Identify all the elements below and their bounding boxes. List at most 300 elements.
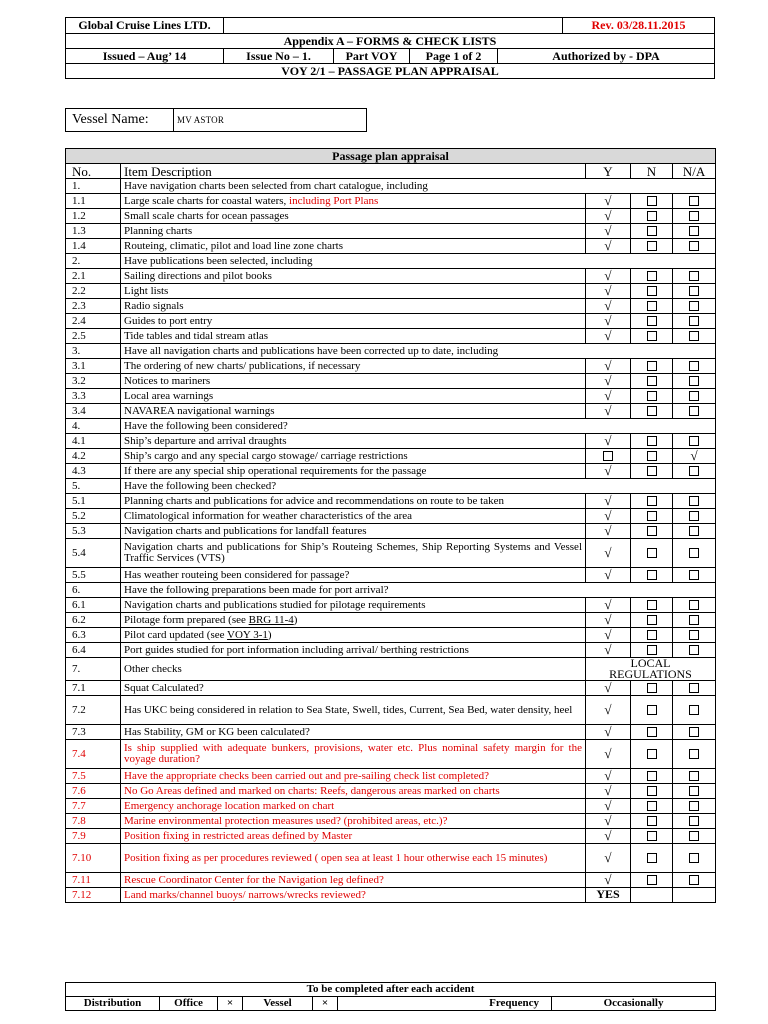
checkbox-empty[interactable] xyxy=(647,376,657,386)
checkbox-empty[interactable] xyxy=(647,331,657,341)
item-description xyxy=(121,299,586,314)
checkbox-empty[interactable] xyxy=(647,548,657,558)
checkmark-icon: √ xyxy=(604,402,612,418)
answer-yes-cell[interactable] xyxy=(586,509,631,524)
answer-no-cell[interactable] xyxy=(631,598,673,613)
checkbox-empty[interactable] xyxy=(689,466,699,476)
item-description-text: Radio signals xyxy=(124,299,184,312)
answer-no-cell[interactable] xyxy=(631,434,673,449)
checkbox-empty[interactable] xyxy=(647,391,657,401)
checkmark-icon: √ xyxy=(690,447,698,463)
answer-yes-cell[interactable] xyxy=(586,494,631,509)
checklist-row xyxy=(66,389,716,404)
answer-na-cell[interactable] xyxy=(673,725,716,740)
answer-no-cell[interactable] xyxy=(631,568,673,583)
answer-no-cell[interactable] xyxy=(631,829,673,844)
answer-na-cell[interactable] xyxy=(673,284,716,299)
answer-na-cell[interactable] xyxy=(673,374,716,389)
checkmark-icon: √ xyxy=(604,544,612,560)
item-description xyxy=(121,209,586,224)
checkbox-empty[interactable] xyxy=(647,645,657,655)
answer-no-cell[interactable] xyxy=(631,725,673,740)
item-number: 1.4 xyxy=(66,239,121,254)
item-description-text: Have publications been selected, including xyxy=(124,254,313,267)
col-header-description: Item Description xyxy=(121,164,586,179)
answer-no-cell[interactable] xyxy=(631,359,673,374)
issued-date: Issued – Aug’ 14 xyxy=(66,49,224,64)
checkbox-empty[interactable] xyxy=(689,705,699,715)
answer-na-cell[interactable] xyxy=(673,494,716,509)
item-number: 7.8 xyxy=(66,814,121,829)
answer-no-cell[interactable] xyxy=(631,524,673,539)
answer-na-cell[interactable] xyxy=(673,404,716,419)
col-header-no: No. xyxy=(66,164,121,179)
answer-no-cell[interactable] xyxy=(631,284,673,299)
answer-yes-cell[interactable] xyxy=(586,269,631,284)
answer-na-cell[interactable] xyxy=(673,613,716,628)
item-description xyxy=(121,284,586,299)
answer-yes-cell[interactable] xyxy=(586,464,631,479)
answer-no-cell[interactable] xyxy=(631,209,673,224)
checkmark-icon: √ xyxy=(604,745,612,761)
checkmark-icon: √ xyxy=(604,701,612,717)
checklist-row xyxy=(66,784,716,799)
checkmark-icon: √ xyxy=(604,312,612,328)
item-description xyxy=(121,740,586,769)
checklist-row xyxy=(66,888,716,903)
answer-na-cell[interactable] xyxy=(673,784,716,799)
checkbox-empty[interactable] xyxy=(647,727,657,737)
checkbox-empty[interactable] xyxy=(647,875,657,885)
answer-na-cell[interactable] xyxy=(673,269,716,284)
frequency-label: Frequency xyxy=(338,997,552,1011)
checkmark-icon: √ xyxy=(604,849,612,865)
answer-na-cell[interactable] xyxy=(673,464,716,479)
answer-yes-cell[interactable] xyxy=(586,844,631,873)
checkbox-empty[interactable] xyxy=(647,801,657,811)
answer-yes-cell[interactable] xyxy=(586,539,631,568)
answer-na-cell[interactable] xyxy=(673,888,716,903)
vessel-name-field[interactable]: MV ASTOR xyxy=(174,109,367,132)
checkbox-empty[interactable] xyxy=(647,361,657,371)
item-description-text: Other checks xyxy=(124,662,182,675)
item-description-text: Navigation charts and publications studied for pilotage requirements xyxy=(124,598,426,611)
checkbox-empty[interactable] xyxy=(689,600,699,610)
checkbox-empty[interactable] xyxy=(647,705,657,715)
answer-no-cell[interactable] xyxy=(631,873,673,888)
form-reference-link[interactable]: VOY 3-1 xyxy=(227,628,268,641)
answer-yes-cell[interactable] xyxy=(586,598,631,613)
item-number: 2.4 xyxy=(66,314,121,329)
checklist-row xyxy=(66,539,716,568)
answer-na-cell[interactable] xyxy=(673,769,716,784)
item-description-text: Routeing, climatic, pilot and load line zone charts xyxy=(124,239,344,252)
answer-no-cell[interactable] xyxy=(631,740,673,769)
checklist-row xyxy=(66,681,716,696)
form-title: VOY 2/1 – PASSAGE PLAN APPRAISAL xyxy=(66,64,715,79)
checkbox-empty[interactable] xyxy=(689,196,699,206)
checkbox-empty[interactable] xyxy=(689,391,699,401)
answer-yes-cell[interactable] xyxy=(586,829,631,844)
item-description-text: Light lists xyxy=(124,284,169,297)
item-number: 1.1 xyxy=(66,194,121,209)
checkbox-empty[interactable] xyxy=(689,286,699,296)
document-header xyxy=(65,17,715,79)
answer-yes-cell[interactable] xyxy=(586,799,631,814)
checkmark-icon: √ xyxy=(604,566,612,582)
item-description xyxy=(121,681,586,696)
checklist-row xyxy=(66,404,716,419)
checkbox-empty[interactable] xyxy=(689,548,699,558)
answer-yes-cell[interactable] xyxy=(586,696,631,725)
checkbox-empty[interactable] xyxy=(647,466,657,476)
checkbox-empty[interactable] xyxy=(647,853,657,863)
header-blank xyxy=(224,18,563,34)
answer-yes-cell[interactable] xyxy=(586,740,631,769)
item-description-text: Land marks/channel buoys/ narrows/wrecks reviewed? xyxy=(124,888,366,901)
item-description-text: Port guides studied for port information including arrival/ berthing restrictions xyxy=(124,643,469,656)
item-description xyxy=(121,329,586,344)
item-description-text: Small scale charts for ocean passages xyxy=(124,209,289,222)
answer-na-cell[interactable] xyxy=(673,844,716,873)
checklist-row xyxy=(66,209,716,224)
checkbox-empty[interactable] xyxy=(689,436,699,446)
checkbox-empty[interactable] xyxy=(689,301,699,311)
item-description-text: Has UKC being considered in relation to Sea State, Swell, tides, Current, Sea Bed, water density, heel xyxy=(124,703,573,716)
answer-yes-cell[interactable] xyxy=(586,404,631,419)
answer-no-cell[interactable] xyxy=(631,681,673,696)
answer-no-cell[interactable] xyxy=(631,404,673,419)
checkbox-empty[interactable] xyxy=(689,749,699,759)
answer-na-cell[interactable] xyxy=(673,873,716,888)
answer-no-cell[interactable] xyxy=(631,464,673,479)
answer-yes-cell[interactable] xyxy=(586,568,631,583)
item-number: 7.10 xyxy=(66,844,121,873)
checkbox-empty[interactable] xyxy=(647,271,657,281)
answer-na-cell[interactable] xyxy=(673,449,716,464)
item-description-end: ) xyxy=(293,613,298,626)
item-number: 2.3 xyxy=(66,299,121,314)
answer-yes-cell[interactable] xyxy=(586,194,631,209)
answer-yes-cell[interactable] xyxy=(586,434,631,449)
answer-yes-cell[interactable] xyxy=(586,374,631,389)
answer-no-cell[interactable] xyxy=(631,449,673,464)
checkbox-empty[interactable] xyxy=(689,271,699,281)
answer-yes-cell[interactable] xyxy=(586,359,631,374)
answer-yes-cell[interactable] xyxy=(586,329,631,344)
answer-no-cell[interactable] xyxy=(631,194,673,209)
checklist-row xyxy=(66,628,716,643)
checkbox-empty[interactable] xyxy=(689,361,699,371)
answer-yes-cell[interactable] xyxy=(586,873,631,888)
checkbox-empty[interactable] xyxy=(689,853,699,863)
item-description-text: Ship’s cargo and any special cargo stowage/ carriage restrictions xyxy=(124,449,408,462)
item-description xyxy=(121,696,586,725)
answer-no-cell[interactable] xyxy=(631,613,673,628)
checklist-row xyxy=(66,844,716,873)
checkmark-icon: √ xyxy=(604,462,612,478)
answer-no-cell[interactable] xyxy=(631,269,673,284)
answer-na-cell[interactable] xyxy=(673,239,716,254)
item-description-text: Squat Calculated? xyxy=(124,681,204,694)
item-description xyxy=(121,814,586,829)
checkmark-icon: √ xyxy=(604,222,612,238)
item-description xyxy=(121,888,586,903)
item-description-text: Tide tables and tidal stream atlas xyxy=(124,329,269,342)
answer-na-cell[interactable] xyxy=(673,628,716,643)
answer-na-cell[interactable] xyxy=(673,681,716,696)
answer-yes-cell[interactable] xyxy=(586,284,631,299)
answer-na-cell[interactable] xyxy=(673,389,716,404)
checklist-row xyxy=(66,643,716,658)
checkbox-empty[interactable] xyxy=(647,406,657,416)
checkmark-icon: √ xyxy=(604,297,612,313)
vessel-name-box xyxy=(65,108,367,132)
checkbox-empty[interactable] xyxy=(647,511,657,521)
footer-note: To be completed after each accident xyxy=(66,983,716,997)
checkmark-icon: √ xyxy=(604,432,612,448)
checkbox-empty[interactable] xyxy=(689,241,699,251)
section-row xyxy=(66,344,716,359)
checkbox-empty[interactable] xyxy=(689,831,699,841)
checklist-row xyxy=(66,239,716,254)
checklist-row xyxy=(66,449,716,464)
answer-no-cell[interactable] xyxy=(631,224,673,239)
answer-no-cell[interactable] xyxy=(631,696,673,725)
checkbox-empty[interactable] xyxy=(689,211,699,221)
checklist-row xyxy=(66,524,716,539)
item-description xyxy=(121,524,586,539)
item-description xyxy=(121,769,586,784)
answer-no-cell[interactable] xyxy=(631,628,673,643)
item-number: 5.4 xyxy=(66,539,121,568)
answer-no-cell[interactable] xyxy=(631,329,673,344)
item-description xyxy=(121,643,586,658)
form-reference-link[interactable]: BRG 11-4 xyxy=(248,613,294,626)
checkbox-empty[interactable] xyxy=(647,451,657,461)
checkbox-empty[interactable] xyxy=(689,496,699,506)
answer-no-cell[interactable] xyxy=(631,509,673,524)
checkbox-empty[interactable] xyxy=(689,771,699,781)
answer-yes-cell[interactable] xyxy=(586,524,631,539)
checkmark-icon: √ xyxy=(604,782,612,798)
answer-no-cell[interactable] xyxy=(631,389,673,404)
item-number: 7.3 xyxy=(66,725,121,740)
answer-no-cell[interactable] xyxy=(631,314,673,329)
answer-yes-cell[interactable] xyxy=(586,681,631,696)
checkbox-empty[interactable] xyxy=(647,226,657,236)
checklist-row xyxy=(66,284,716,299)
answer-yes-cell[interactable] xyxy=(586,449,631,464)
answer-no-cell[interactable] xyxy=(631,374,673,389)
item-description xyxy=(121,628,586,643)
item-number: 6. xyxy=(66,583,121,598)
checkbox-empty[interactable] xyxy=(647,526,657,536)
answer-yes-cell[interactable] xyxy=(586,814,631,829)
checklist-row xyxy=(66,568,716,583)
checkbox-empty[interactable] xyxy=(689,226,699,236)
answer-na-cell[interactable] xyxy=(673,814,716,829)
checklist-row xyxy=(66,696,716,725)
vessel-mark[interactable]: × xyxy=(313,997,338,1011)
checkbox-empty[interactable] xyxy=(689,816,699,826)
answer-yes-cell[interactable] xyxy=(586,784,631,799)
item-number: 6.4 xyxy=(66,643,121,658)
checkbox-empty[interactable] xyxy=(647,683,657,693)
office-mark[interactable]: × xyxy=(218,997,243,1011)
checkbox-empty[interactable] xyxy=(689,376,699,386)
answer-no-cell[interactable] xyxy=(631,769,673,784)
answer-na-cell[interactable] xyxy=(673,209,716,224)
item-description-text: Pilot card updated (see xyxy=(124,628,228,641)
checklist-row xyxy=(66,299,716,314)
answer-na-cell[interactable] xyxy=(673,598,716,613)
answer-no-cell[interactable] xyxy=(631,814,673,829)
answer-no-cell[interactable] xyxy=(631,888,673,903)
answer-na-cell[interactable] xyxy=(673,829,716,844)
item-description-text: Have the appropriate checks been carried out and pre-sailing check list completed? xyxy=(124,769,489,782)
checkbox-empty[interactable] xyxy=(647,496,657,506)
answer-yes-cell[interactable] xyxy=(586,209,631,224)
answer-no-cell[interactable] xyxy=(631,239,673,254)
checkbox-empty[interactable] xyxy=(647,786,657,796)
item-number: 7.9 xyxy=(66,829,121,844)
checkbox-empty[interactable] xyxy=(689,630,699,640)
checkbox-empty[interactable] xyxy=(689,406,699,416)
item-description-text: No Go Areas defined and marked on charts: Reefs, dangerous areas marked on charts xyxy=(124,784,500,797)
checkbox-empty[interactable] xyxy=(647,816,657,826)
col-header-na: N/A xyxy=(673,164,716,179)
checkbox-empty[interactable] xyxy=(647,570,657,580)
answer-na-cell[interactable] xyxy=(673,696,716,725)
answer-yes-cell[interactable] xyxy=(586,299,631,314)
item-description-text: Have navigation charts been selected from chart catalogue, including xyxy=(124,179,428,192)
checkmark-icon: √ xyxy=(604,207,612,223)
checkbox-empty[interactable] xyxy=(689,615,699,625)
answer-yes-cell[interactable] xyxy=(586,888,631,903)
answer-yes-cell[interactable] xyxy=(586,725,631,740)
item-number: 1. xyxy=(66,179,121,194)
answer-na-cell[interactable] xyxy=(673,434,716,449)
answer-na-cell[interactable] xyxy=(673,299,716,314)
checkmark-icon: √ xyxy=(604,492,612,508)
item-number: 7.12 xyxy=(66,888,121,903)
item-number: 7.2 xyxy=(66,696,121,725)
checkbox-empty[interactable] xyxy=(647,241,657,251)
item-number: 1.3 xyxy=(66,224,121,239)
checklist-row xyxy=(66,725,716,740)
page-number: Page 1 of 2 xyxy=(410,49,498,64)
checkbox-empty[interactable] xyxy=(689,801,699,811)
item-number: 7. xyxy=(66,658,121,681)
item-description xyxy=(121,613,586,628)
answer-no-cell[interactable] xyxy=(631,844,673,873)
checkbox-empty[interactable] xyxy=(689,316,699,326)
revision-label: Rev. 03/28.11.2015 xyxy=(563,18,715,34)
answer-yes-cell[interactable] xyxy=(586,389,631,404)
item-description xyxy=(121,239,586,254)
checkbox-empty[interactable] xyxy=(647,316,657,326)
checkbox-empty[interactable] xyxy=(647,771,657,781)
answer-na-cell[interactable] xyxy=(673,509,716,524)
checkbox-empty[interactable] xyxy=(647,749,657,759)
item-description xyxy=(121,404,586,419)
item-description-highlight: including Port Plans xyxy=(286,194,379,207)
answer-no-cell[interactable] xyxy=(631,784,673,799)
answer-na-cell[interactable] xyxy=(673,359,716,374)
answer-na-cell[interactable] xyxy=(673,740,716,769)
answer-no-cell[interactable] xyxy=(631,799,673,814)
item-description-end: ) xyxy=(267,628,272,641)
item-number: 5.1 xyxy=(66,494,121,509)
item-description xyxy=(121,374,586,389)
checkbox-empty[interactable] xyxy=(689,645,699,655)
answer-na-cell[interactable] xyxy=(673,329,716,344)
answer-yes-cell[interactable] xyxy=(586,314,631,329)
answer-no-cell[interactable] xyxy=(631,299,673,314)
answer-na-cell[interactable] xyxy=(673,224,716,239)
answer-yes-cell[interactable] xyxy=(586,239,631,254)
answer-yes-cell[interactable] xyxy=(586,643,631,658)
checkbox-empty[interactable] xyxy=(647,630,657,640)
checkbox-empty[interactable] xyxy=(689,727,699,737)
item-description-text: Pilotage form prepared (see xyxy=(124,613,249,626)
item-description xyxy=(121,494,586,509)
item-description xyxy=(121,464,586,479)
item-number: 2.2 xyxy=(66,284,121,299)
answer-na-cell[interactable] xyxy=(673,643,716,658)
answer-na-cell[interactable] xyxy=(673,314,716,329)
checkbox-empty[interactable] xyxy=(603,451,613,461)
answer-na-cell[interactable] xyxy=(673,799,716,814)
checkbox-empty[interactable] xyxy=(647,600,657,610)
checkbox-empty[interactable] xyxy=(647,436,657,446)
issue-number: Issue No – 1. xyxy=(224,49,334,64)
checkbox-empty[interactable] xyxy=(689,786,699,796)
answer-yes-cell[interactable] xyxy=(586,628,631,643)
answer-no-cell[interactable] xyxy=(631,539,673,568)
checkbox-empty[interactable] xyxy=(647,301,657,311)
answer-na-cell[interactable] xyxy=(673,524,716,539)
answer-yes-cell[interactable] xyxy=(586,613,631,628)
checkmark-icon: √ xyxy=(604,387,612,403)
answer-yes-cell[interactable] xyxy=(586,769,631,784)
checkbox-empty[interactable] xyxy=(689,875,699,885)
item-number: 7.1 xyxy=(66,681,121,696)
checkbox-empty[interactable] xyxy=(689,511,699,521)
checkbox-empty[interactable] xyxy=(647,286,657,296)
checkmark-icon: √ xyxy=(604,192,612,208)
checkbox-empty[interactable] xyxy=(647,615,657,625)
answer-na-cell[interactable] xyxy=(673,568,716,583)
checkbox-empty[interactable] xyxy=(647,196,657,206)
checkbox-empty[interactable] xyxy=(689,331,699,341)
item-description-text: Has weather routeing been considered for passage? xyxy=(124,568,350,581)
item-number: 7.5 xyxy=(66,769,121,784)
item-description xyxy=(121,658,586,681)
checkbox-empty[interactable] xyxy=(689,570,699,580)
item-description-text: Have the following been considered? xyxy=(124,419,288,432)
answer-na-cell[interactable] xyxy=(673,194,716,209)
checkbox-empty[interactable] xyxy=(647,831,657,841)
answer-no-cell[interactable] xyxy=(631,494,673,509)
item-description xyxy=(121,434,586,449)
checkbox-empty[interactable] xyxy=(689,526,699,536)
checkbox-empty[interactable] xyxy=(647,211,657,221)
answer-na-cell[interactable] xyxy=(673,539,716,568)
answer-yes-cell[interactable] xyxy=(586,224,631,239)
checkbox-empty[interactable] xyxy=(689,683,699,693)
